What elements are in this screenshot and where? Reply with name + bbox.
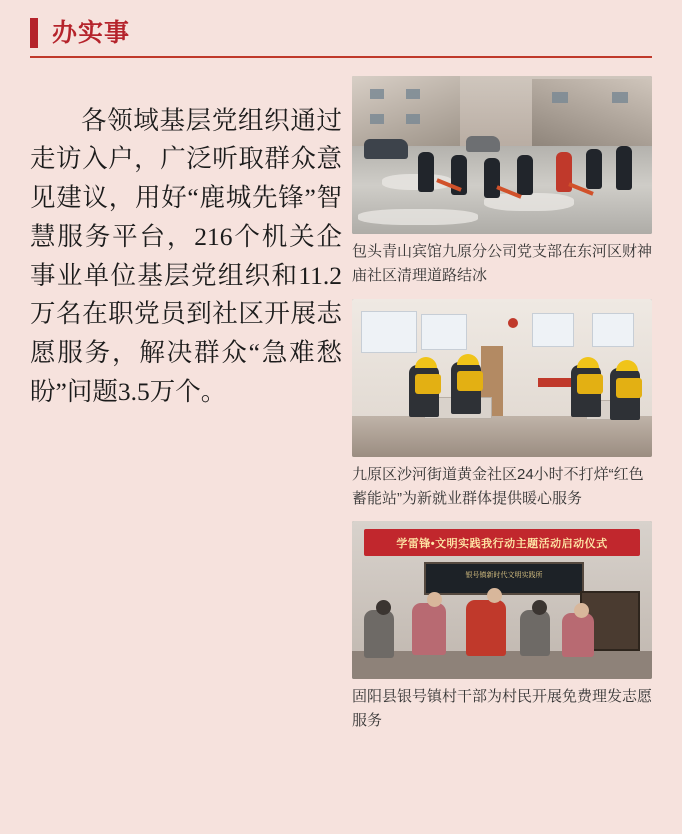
photo2-red-sign — [538, 378, 572, 387]
photo2-notice-board — [532, 313, 574, 347]
photo2-vest — [415, 374, 441, 394]
page-title: 办实事 — [52, 18, 131, 47]
photo3-screen — [424, 562, 584, 594]
photo1-window — [612, 92, 628, 103]
header-accent-bar — [30, 18, 38, 48]
media-item — [352, 521, 652, 734]
photo1-window — [406, 89, 420, 99]
photo2-vest — [457, 371, 483, 391]
photo1-person — [418, 152, 434, 192]
photo1-window — [552, 92, 568, 103]
section-header — [30, 18, 652, 58]
photo3-person — [562, 613, 594, 657]
photo1-person — [484, 158, 500, 198]
media-caption: 包头青山宾馆九原分公司党支部在东河区财神庙社区清理道路结冰 — [352, 243, 653, 285]
photo1-window — [370, 114, 384, 124]
photo1-building-right — [532, 79, 652, 145]
photo2-vest — [616, 378, 642, 398]
photo2-notice-board — [592, 313, 634, 347]
photo3-head — [487, 588, 502, 603]
photo1-person — [586, 149, 602, 189]
article-column — [30, 76, 352, 437]
media-item — [352, 299, 652, 512]
media-item — [352, 76, 652, 289]
photo3-person — [412, 603, 446, 655]
content-area — [30, 76, 652, 744]
article-body: 各领域基层党组织通过走访入户，广泛听取群众意见建议，用好“鹿城先锋”智慧服务平台，216个机关企事业单位基层党组织和11.2万名在职党员到社区开展志愿服务，解决群众“急难愁盼”问题3.5万个。 — [30, 105, 342, 406]
photo2-notice-board — [361, 311, 417, 353]
photo1-snow-patch — [358, 209, 478, 225]
photo3-person — [520, 610, 550, 656]
photo1-car — [364, 139, 408, 159]
media-caption: 固阳县银号镇村干部为村民开展免费理发志愿服务 — [352, 688, 653, 730]
photo2-floor — [352, 416, 652, 457]
photo1-car — [466, 136, 500, 152]
photo3-banner: 学雷锋•文明实践我行动主题活动启动仪式 — [364, 529, 640, 556]
photo3-person — [364, 610, 394, 658]
photo-volunteer-haircut — [352, 521, 652, 679]
photo2-heart-logo — [508, 318, 518, 328]
photo1-building-left — [352, 76, 460, 146]
photo2-notice-board — [421, 314, 467, 350]
media-column — [352, 76, 652, 744]
media-caption: 九原区沙河街道黄金社区24小时不打烊“红色蓄能站”为新就业群体提供暖心服务 — [352, 465, 644, 507]
photo2-vest — [577, 374, 603, 394]
photo1-window — [370, 89, 384, 99]
photo3-screen-text: 银号镇新时代文明实践所 — [465, 572, 543, 580]
photo3-person-red-vest — [466, 600, 506, 656]
photo1-person — [616, 146, 632, 190]
photo-snow-clearing — [352, 76, 652, 234]
photo1-window — [406, 114, 420, 124]
photo-service-station — [352, 299, 652, 457]
photo1-person — [517, 155, 533, 195]
